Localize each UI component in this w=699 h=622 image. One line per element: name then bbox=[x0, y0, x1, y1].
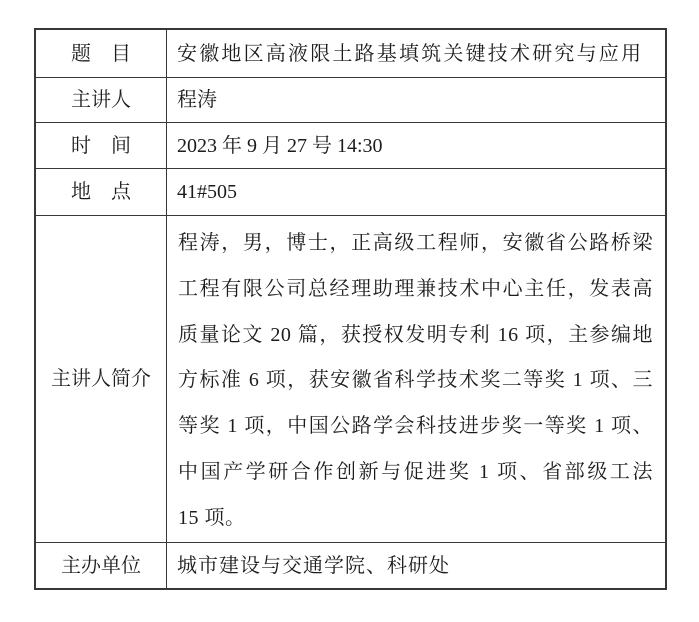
row-label-bio-text: 主讲人简介 bbox=[51, 367, 151, 390]
row-value-time-text: 2023 年 9 月 27 号 14:30 bbox=[177, 134, 383, 157]
row-value-speaker bbox=[167, 78, 665, 123]
lecture-announcement-table bbox=[34, 28, 667, 590]
row-value-location bbox=[167, 169, 665, 216]
row-label-time-text: 时 间 bbox=[71, 134, 131, 157]
bio-line-4: 方标准 6 项，获安徽省科学技术奖二等奖 1 项、三 bbox=[178, 369, 653, 392]
row-label-time bbox=[36, 123, 167, 169]
row-label-location-text: 地 点 bbox=[71, 181, 131, 203]
row-value-speaker-text: 程涛 bbox=[177, 89, 217, 111]
row-label-speaker bbox=[36, 78, 167, 123]
bio-line-7: 15 项。 bbox=[178, 506, 246, 529]
bio-line-5: 等奖 1 项，中国公路学会科技进步奖一等奖 1 项、 bbox=[178, 415, 653, 438]
bio-line-2: 工程有限公司总经理助理兼技术中心主任，发表高 bbox=[178, 277, 653, 300]
bio-line-3: 质量论文 20 篇，获授权发明专利 16 项，主参编地 bbox=[178, 323, 653, 346]
row-value-time bbox=[167, 123, 665, 169]
row-label-organizer bbox=[36, 543, 167, 589]
row-value-title-text: 安徽地区高液限土路基填筑关键技术研究与应用 bbox=[177, 42, 644, 65]
bio-line-1: 程涛，男，博士，正高级工程师，安徽省公路桥梁 bbox=[178, 232, 653, 254]
row-value-organizer-text: 城市建设与交通学院、科研处 bbox=[177, 554, 450, 577]
row-value-location-text: 41#505 bbox=[177, 181, 237, 203]
row-label-organizer-text: 主办单位 bbox=[61, 554, 141, 577]
bio-line-6: 中国产学研合作创新与促进奖 1 项、省部级工法 bbox=[178, 460, 653, 483]
row-value-organizer bbox=[167, 543, 665, 589]
row-label-speaker-text: 主讲人 bbox=[71, 89, 131, 111]
row-label-location bbox=[36, 169, 167, 216]
row-label-bio bbox=[36, 216, 167, 543]
row-value-title bbox=[167, 30, 665, 78]
row-label-title bbox=[36, 30, 167, 78]
row-label-title-text: 题 目 bbox=[71, 42, 131, 65]
row-value-bio bbox=[167, 216, 665, 543]
